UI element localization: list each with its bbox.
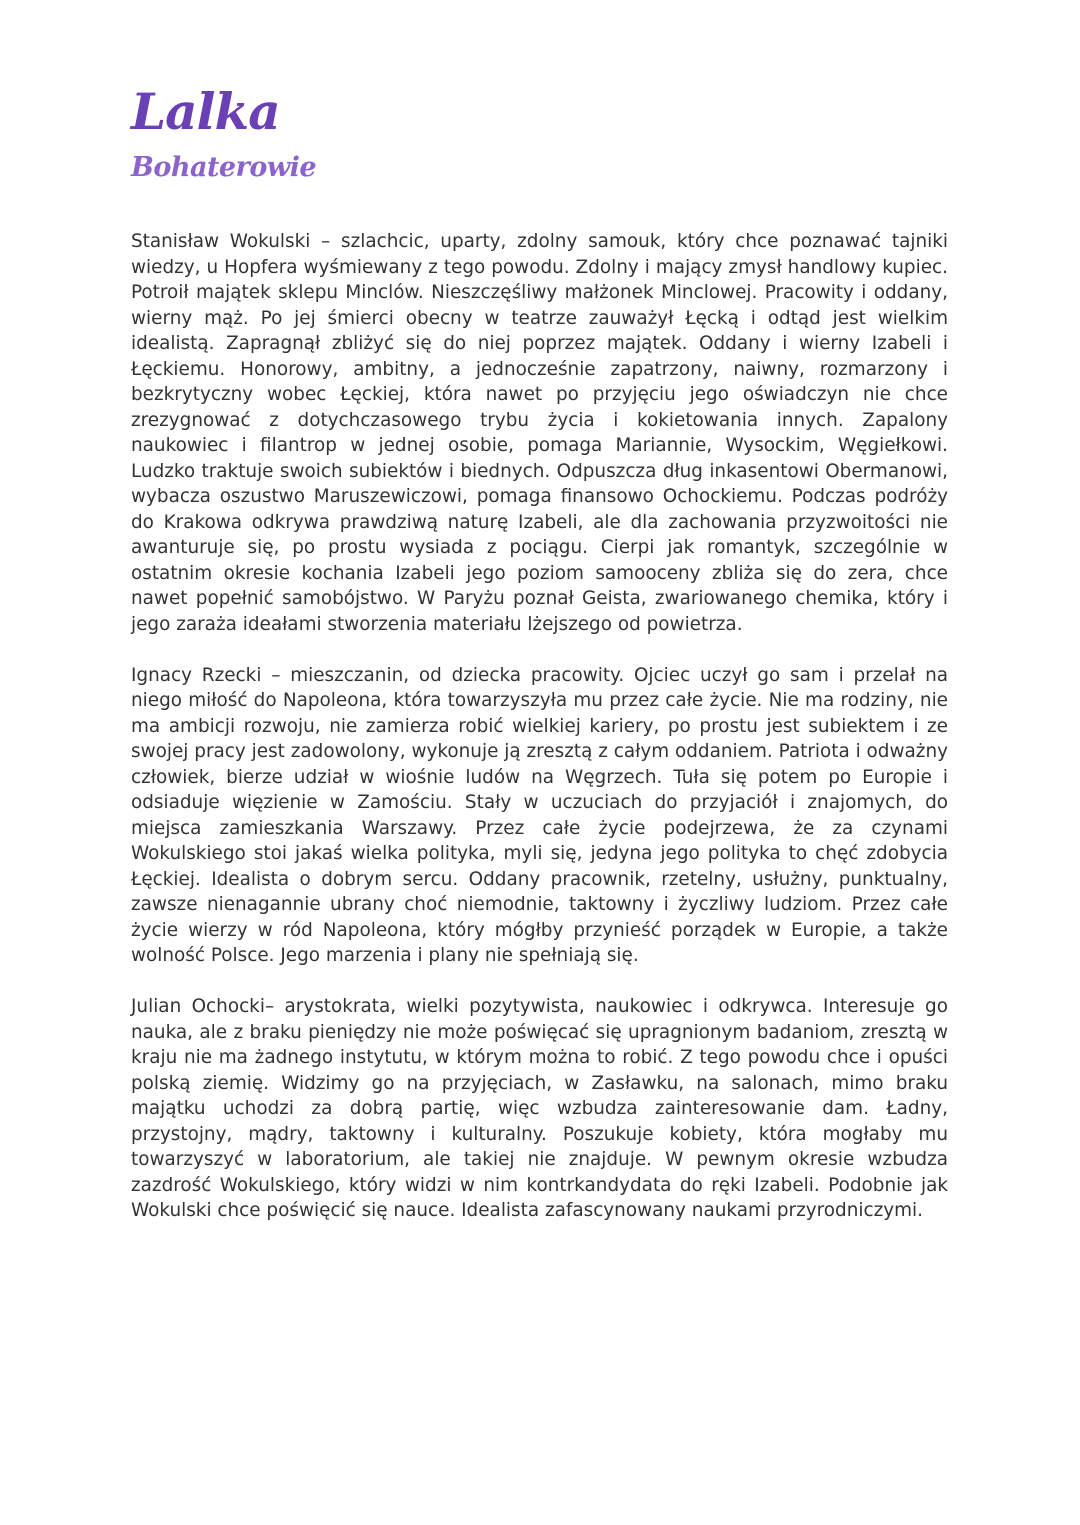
document-page (131, 82, 948, 1224)
paragraph-ochocki: Julian Ochocki– arystokrata, wielki pozytywista, naukowiec i odkrywca. Interesuje go nauka, ale z braku pieniędzy nie może poświęcać się upragnionym badaniom, zresztą w kraju nie ma żadnego instytutu, w którym można to robić. Z tego powodu chce i opuści polską ziemię. Widzimy go na przyjęciach, w Zasławku, na salonach, mimo braku majątku uchodzi za dobrą partię, więc wzbudza zainteresowanie dam. Ładny, przystojny, mądry, taktowny i kulturalny. Poszukuje kobiety, która mogłaby mu towarzyszyć w laboratorium, ale takiej nie znajduje. W pewnym okresie wzbudza zazdrość Wokulskiego, który widzi w nim kontrkandydata do ręki Izabeli. Podobnie jak Wokulski chce poświęcić się nauce. Idealista zafascynowany naukami przyrodniczymi. (131, 996, 948, 1221)
page-title: Lalka (131, 82, 280, 141)
paragraph-rzecki: Ignacy Rzecki – mieszczanin, od dziecka pracowity. Ojciec uczył go sam i przelał na niego miłość do Napoleona, która towarzyszyła mu przez całe życie. Nie ma rodziny, nie ma ambicji rozwoju, nie zamierza robić wielkiej kariery, po prostu jest subiektem i ze swojej pracy jest zadowolony, wykonuje ją zresztą z całym oddaniem. Patriota i odważny człowiek, bierze udział w wiośnie ludów na Węgrzech. Tuła się potem po Europie i odsiaduje więzienie w Zamościu. Stały w uczuciach do przyjaciół i znajomych, do miejsca zamieszkania Warszawy. Przez całe życie podejrzewa, że za czynami Wokulskiego stoi jakaś wielka polityka, myli się, jedyna jego polityka to chęć zdobycia Łęckiej. Idealista o dobrym sercu. Oddany pracownik, rzetelny, usłużny, punktualny, zawsze nienagannie ubrany choć niemodnie, taktowny i życzliwy ludziom. Przez całe życie wierzy w ród Napoleona, który mógłby przynieść porządek w Europie, a także wolność Polsce. Jego marzenia i plany nie spełniają się. (131, 664, 948, 966)
paragraph-wokulski: Stanisław Wokulski – szlachcic, uparty, zdolny samouk, który chce poznawać tajniki wiedzy, u Hopfera wyśmiewany z tego powodu. Zdolny i mający zmysł handlowy kupiec. Potroił majątek sklepu Minclów. Nieszczęśliwy małżonek Minclowej. Pracowity i oddany, wierny mąż. Po jej śmierci obecny w teatrze zauważył Łęcką i odtąd jest wielkim idealistą. Zapragnął zbliżyć się do niej poprzez majątek. Oddany i wierny Izabeli i Łęckiemu. Honorowy, ambitny, a jednocześnie zapatrzony, naiwny, rozmarzony i bezkrytyczny wobec Łęckiej, która nawet po przyjęciu jego oświadczyn nie chce zrezygnować z dotychczasowego trybu życia i kokietowania innych. Zapalony naukowiec i filantrop w jednej osobie, pomaga Mariannie, Wysockim, Węgiełkowi. Ludzko traktuje swoich subiektów i biednych. Odpuszcza dług inkasentowi Obermanowi, wybacza oszustwo Maruszewiczowi, pomaga finansowo Ochockiemu. Podczas podróży do Krakowa odkrywa prawdziwą naturę Izabeli, ale dla zachowania przyzwoitości nie awanturuje się, po prostu wysiada z pociągu. Cierpi jak romantyk, szczególnie w ostatnim okresie kochania Izabeli jego poziom samooceny zbliża się do zera, chce nawet popełnić samobójstwo. W Paryżu poznał Geista, zwariowanego chemika, który i jego zaraża ideałami stworzenia materiału lżejszego od powietrza. (131, 231, 948, 635)
section-heading: Bohaterowie (131, 152, 317, 183)
